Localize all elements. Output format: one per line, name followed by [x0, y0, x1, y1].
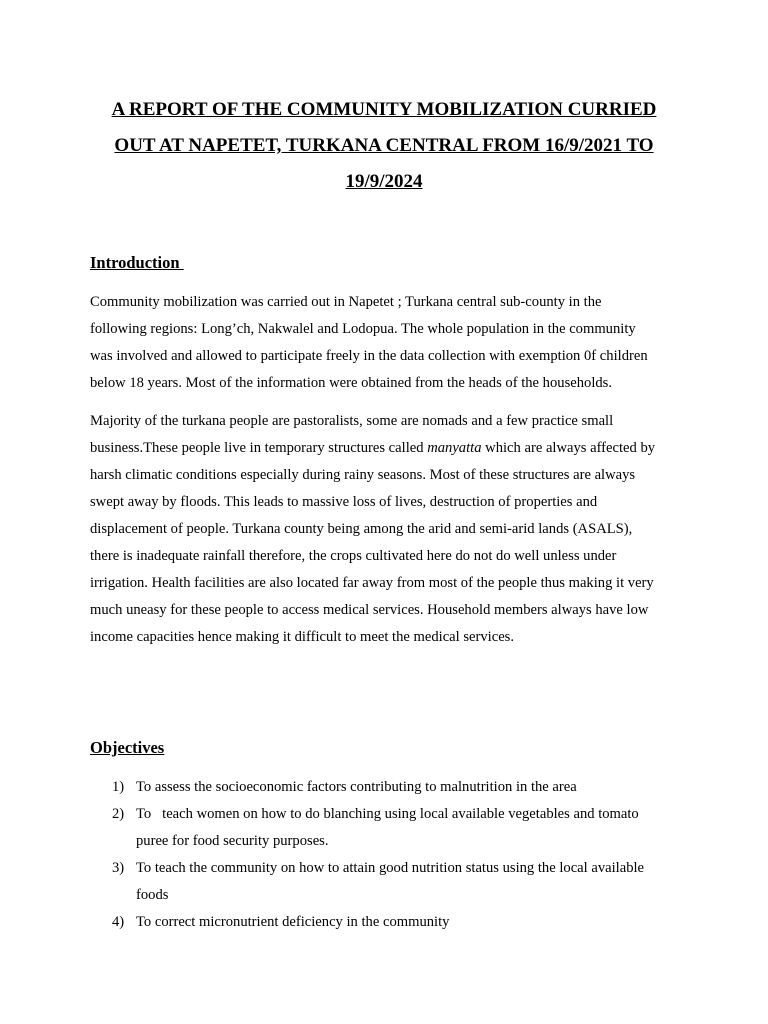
paragraph-line: much uneasy for these people to access medical services. Household members always have low: [90, 602, 649, 618]
paragraph-line: Community mobilization was carried out in Napetet ; Turkana central sub-county in the: [90, 294, 602, 310]
title-line: OUT AT NAPETET, TURKANA CENTRAL FROM 16/9/2021 TO: [114, 135, 654, 156]
paragraph-line: below 18 years. Most of the information were obtained from the heads of the households.: [90, 375, 613, 391]
paragraph-text: business.These people live in temporary structures called: [90, 440, 428, 456]
introduction-paragraph-2: [90, 408, 690, 651]
objective-line: To assess the socioeconomic factors contributing to malnutrition in the area: [136, 779, 577, 795]
objective-line: To teach women on how to do blanching using local available vegetables and tomato: [136, 806, 639, 822]
paragraph-line: [90, 435, 690, 462]
objectives-heading: Objectives: [90, 738, 165, 757]
objective-item: [90, 855, 690, 909]
paragraph-line: harsh climatic conditions especially during rainy seasons. Most of these structures are always: [90, 467, 636, 483]
paragraph-line: income capacities hence making it difficult to meet the medical services.: [90, 629, 515, 645]
objective-item: [90, 909, 690, 936]
objective-number: 1): [112, 779, 125, 795]
objective-item: [90, 774, 690, 801]
introduction-paragraph-1: [90, 289, 690, 397]
paragraph-line: was involved and allowed to participate freely in the data collection with exemption 0f children: [90, 348, 648, 364]
paragraph-line: irrigation. Health facilities are also located far away from most of the people thus making it very: [90, 575, 654, 591]
paragraph-line: swept away by floods. This leads to massive loss of lives, destruction of properties and: [90, 494, 598, 510]
objective-line: To correct micronutrient deficiency in the community: [136, 914, 450, 930]
report-title: [60, 92, 708, 200]
objective-number: 2): [112, 806, 125, 822]
paragraph-line: Majority of the turkana people are pastoralists, some are nomads and a few practice small: [90, 413, 614, 429]
title-line: A REPORT OF THE COMMUNITY MOBILIZATION CURRIED: [111, 99, 657, 120]
objective-line: To teach the community on how to attain good nutrition status using the local available: [136, 860, 645, 876]
paragraph-line: there is inadequate rainfall therefore, the crops cultivated here do not do well unless under: [90, 548, 617, 564]
introduction-heading: Introduction: [90, 253, 184, 272]
paragraph-text: which are always affected by: [481, 440, 656, 456]
paragraph-line: following regions: Long’ch, Nakwalel and Lodopua. The whole population in the community: [90, 321, 636, 337]
manyatta-term: manyatta: [427, 440, 482, 456]
paragraph-line: displacement of people. Turkana county being among the arid and semi-arid lands (ASALS),: [90, 521, 633, 537]
objective-number: 4): [112, 914, 125, 930]
objectives-list: [90, 774, 690, 936]
objective-number: 3): [112, 860, 125, 876]
objective-line: foods: [136, 887, 169, 903]
objective-line: puree for food security purposes.: [136, 833, 329, 849]
title-line: 19/9/2024: [345, 171, 423, 192]
objective-item: [90, 801, 690, 855]
